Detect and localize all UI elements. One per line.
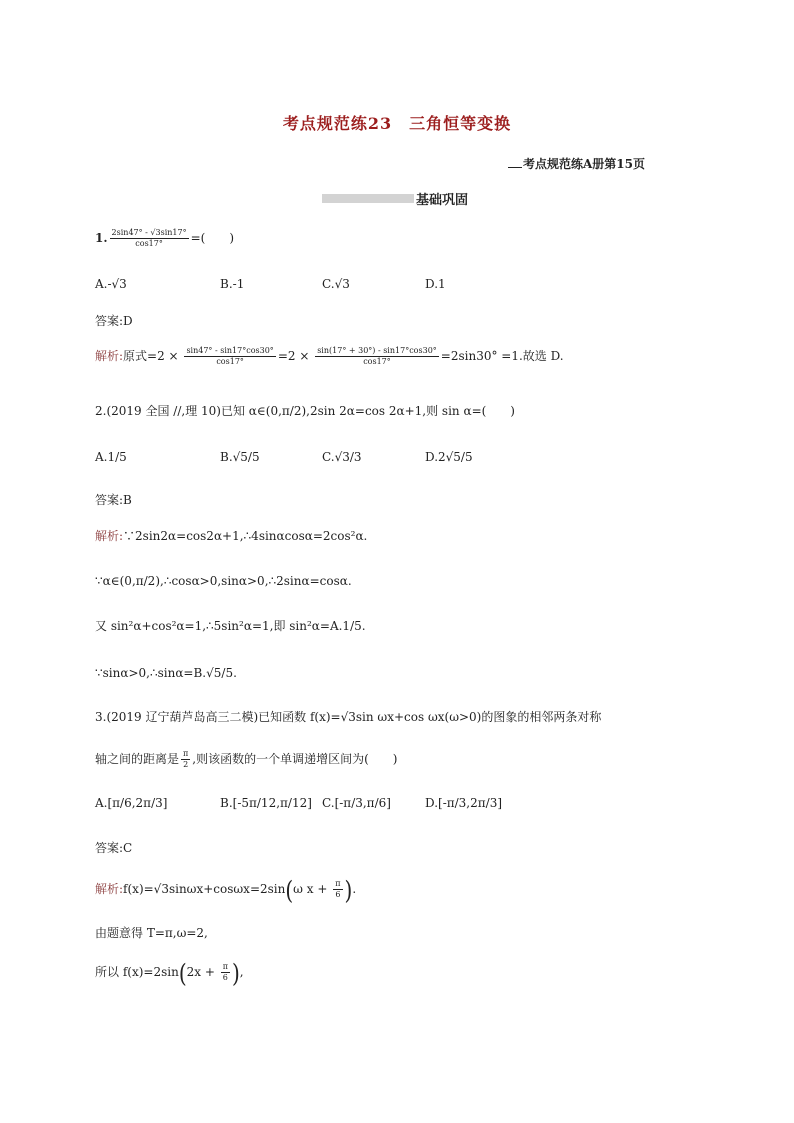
q3-analysis-l1b: . — [352, 882, 357, 896]
q1-analysis-frac2-bottom: cos17° — [363, 357, 391, 366]
q3-phase-bottom: 6 — [335, 890, 341, 899]
q3-distance-frac — [181, 749, 190, 770]
q3-phase-frac — [333, 879, 342, 900]
q3-analysis-line3: 所以 f(x)=2sin(2x + $\frac{\pi}{6}$ ), — [95, 957, 244, 988]
q3-option-b: B.[-5π/12,π/12] — [220, 796, 312, 810]
q1-answer: 答案:D — [95, 314, 133, 328]
q1-option-c: C.√3 — [322, 277, 350, 291]
section-title: 基础巩固 — [416, 193, 469, 208]
q2-analysis-l4a: ∵sinα>0,∴sinα= — [95, 666, 194, 680]
q1-analysis-label: 解析: — [95, 349, 124, 363]
q3-paren-open: ( — [285, 874, 294, 905]
q2-analysis-l4b: . — [233, 666, 237, 680]
q2-analysis-line1 — [95, 527, 367, 544]
q3-analysis-line2: 由题意得 T=π,ω=2, — [95, 926, 208, 940]
q1-analysis — [95, 346, 564, 367]
q1-number: 1. — [95, 231, 108, 245]
q3-option-c: C.[-π/3,π/6] — [322, 796, 391, 810]
q2-analysis-l1: ∵2sin2α=cos2α+1,∴4sinαcosα=2cos²α. — [123, 529, 368, 543]
q3-analysis-l3b: , — [239, 965, 244, 979]
q3-answer: 答案:C — [95, 841, 133, 855]
q1-analysis-p2: =2 × — [277, 349, 310, 363]
q2-analysis-line2 — [95, 574, 352, 588]
q2-stem-b: ,2sin 2α=cos 2α+1,则 sin α=( ) — [306, 404, 515, 418]
q3-analysis-label: 解析: — [95, 882, 124, 896]
q1-fraction-bottom: cos17° — [135, 239, 163, 248]
q2-analysis-l2a: ∵α∈ — [95, 574, 120, 588]
q3-distance-top: π — [183, 749, 189, 758]
q3-paren-close: ) — [344, 874, 353, 905]
q3-stem-line1: 3.(2019 辽宁葫芦岛高三二模)已知函数 f(x)=√3sin ωx+cos ωx(ω>0)的图象的相邻两条对称 — [95, 710, 602, 724]
q1-stem — [95, 228, 234, 249]
q1-analysis-p3: =2sin30° =1.故选 D. — [440, 349, 564, 363]
book-reference-text: 考点规范练A册第15页 — [523, 157, 646, 171]
q3-phase2-top: π — [222, 962, 228, 971]
q3-paren2-open: ( — [178, 957, 187, 988]
q1-analysis-p1: 原式=2 × — [123, 349, 179, 363]
q2-option-a: A.1/5 — [95, 450, 127, 464]
q3-paren2-close: ) — [231, 957, 240, 988]
q3-distance-bottom: 2 — [183, 760, 189, 769]
q1-analysis-frac1 — [184, 346, 275, 367]
q2-stem-a: 2.(2019 全国 //,理 10)已知 α∈ — [95, 404, 266, 418]
section-bar — [322, 194, 414, 203]
q2-stem — [95, 402, 515, 419]
q2-answer: 答案:B — [95, 493, 132, 507]
q2-analysis-l3a: 又 sin²α+cos²α=1,∴5sin²α=1,即 sin²α= — [95, 619, 330, 633]
q3-stem2b: ,则该函数的一个单调递增区间为( ) — [192, 752, 398, 766]
q1-analysis-frac1-top: sin47° - sin17°cos30° — [186, 346, 274, 355]
q1-analysis-frac2-top: sin(17° + 30°) - sin17°cos30° — [317, 346, 437, 355]
q2-option-b: B.√5/5 — [220, 450, 260, 464]
q2-analysis-line3 — [95, 617, 366, 634]
q1-fraction — [110, 228, 189, 249]
q3-option-a: A.[π/6,2π/3] — [95, 796, 168, 810]
q3-stem2a: 轴之间的距离是 — [95, 752, 180, 766]
q2-option-d: D.2√5/5 — [425, 450, 473, 464]
q1-analysis-frac2 — [315, 346, 439, 367]
q2-analysis-l2b: ,∴cosα>0,sinα>0,∴2sinα=cosα. — [160, 574, 352, 588]
q1-analysis-frac1-bottom: cos17° — [216, 357, 244, 366]
q3-analysis-line1: 解析:f(x)=√3sinωx+cosωx=2sin(ω x + $\frac{\pi}{6}$ ). — [95, 874, 357, 905]
q2-analysis-l4-value: B.√5/5 — [193, 666, 234, 680]
q1-tail: =( ) — [190, 231, 235, 245]
q1-fraction-top: 2sin47° - √3sin17° — [111, 228, 187, 237]
page-title: 考点规范练23 三角恒等变换 — [282, 114, 512, 133]
book-reference — [508, 155, 645, 172]
q2-interval: (0,π/2) — [265, 404, 307, 418]
q3-analysis-l1a: f(x)=√3sinωx+cosωx=2sin — [123, 882, 286, 896]
q3-phase-top: π — [335, 879, 341, 888]
q3-analysis-l3a: 所以 f(x)=2sin — [95, 965, 179, 979]
q2-analysis-line4 — [95, 666, 237, 680]
q2-option-c: C.√3/3 — [322, 450, 362, 464]
q2-analysis-interval: (0,π/2) — [119, 574, 161, 588]
q3-stem-line2 — [95, 749, 397, 770]
q3-phase2-bottom: 6 — [222, 973, 228, 982]
q1-option-d: D.1 — [425, 277, 446, 291]
q3-option-d: D.[-π/3,2π/3] — [425, 796, 503, 810]
q2-analysis-l3-value: A.1/5 — [329, 619, 362, 633]
q3-phase2-frac — [221, 962, 230, 983]
q2-analysis-label: 解析: — [95, 529, 124, 543]
q1-option-b: B.-1 — [220, 277, 245, 291]
q1-option-a: A.-√3 — [95, 277, 127, 291]
underline-blank — [508, 155, 522, 168]
q2-analysis-l3b: . — [361, 619, 366, 633]
